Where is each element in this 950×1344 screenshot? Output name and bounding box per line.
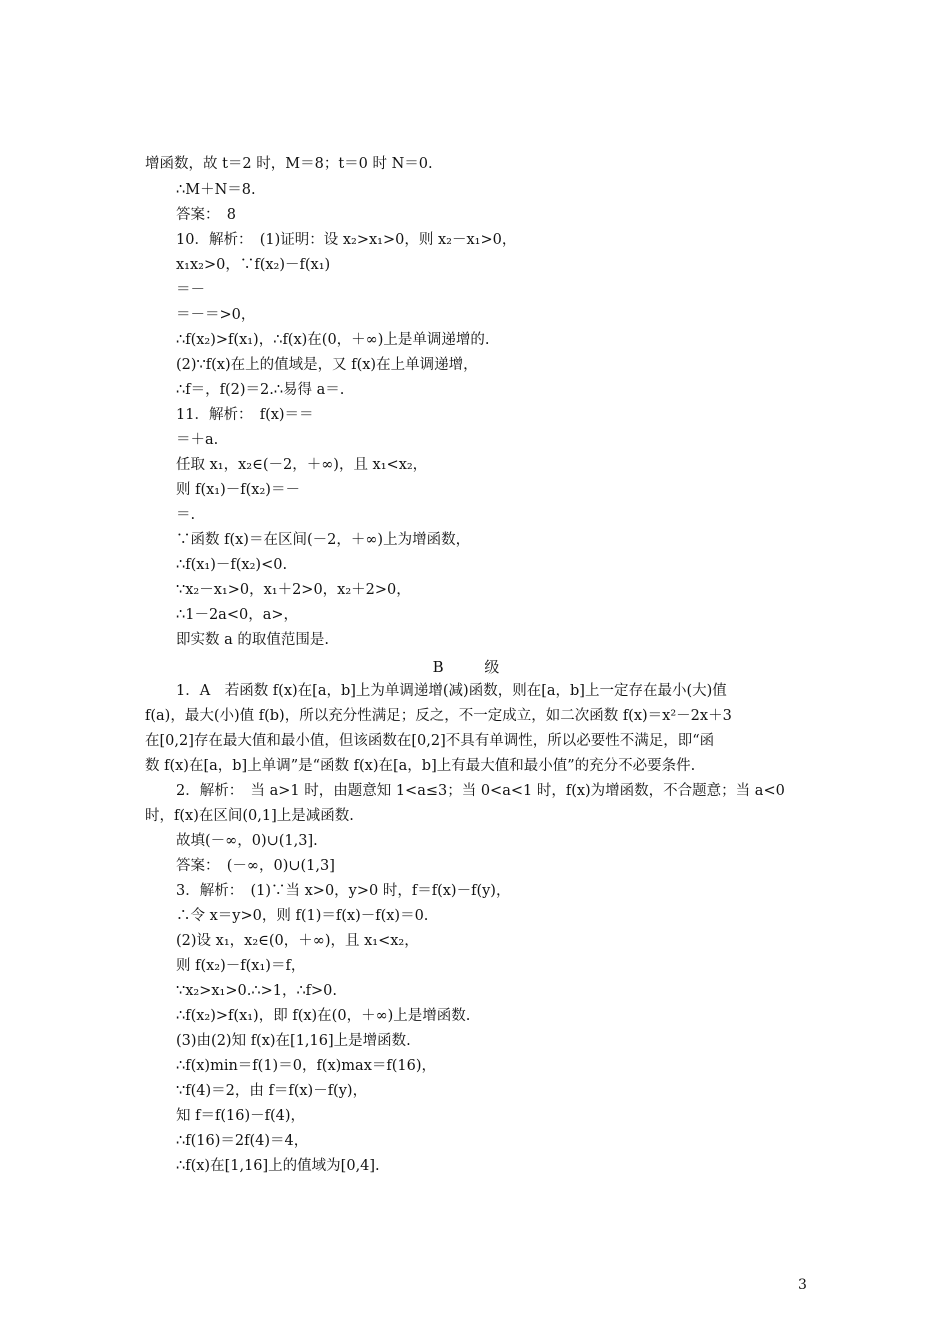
text-line: x₁x₂>0，∵f(x₂)－f(x₁) [176, 257, 331, 273]
text-line: 则 f(x₂)－f(x₁)＝f， [176, 958, 306, 974]
text-line: ∴f(x₂)>f(x₁)，∴f(x)在(0，＋∞)上是单调递增的. [176, 332, 490, 348]
text-line: ∴f＝，f(2)＝2.∴易得 a＝. [176, 382, 345, 398]
text-line: 故填(－∞，0)∪(1,3]. [176, 833, 318, 849]
page-number: 3 [798, 1277, 807, 1293]
text-line: (2)∵f(x)在上的值域是，又 f(x)在上单调递增， [176, 357, 478, 373]
text-line: ∴令 x＝y>0，则 f(1)＝f(x)－f(x)＝0. [176, 908, 429, 924]
section-heading: B 级 [432, 658, 518, 676]
text-line: (2)设 x₁，x₂∈(0，＋∞)，且 x₁<x₂， [176, 933, 419, 949]
text-line: ∴M＋N＝8. [176, 182, 256, 198]
text-line: ＝. [176, 507, 196, 523]
text-line: ＝＋a. [176, 432, 219, 448]
text-line: 知 f＝f(16)－f(4)， [176, 1108, 306, 1124]
text-line: 在[0,2]存在最大值和最小值，但该函数在[0,2]不具有单调性，所以必要性不满足，即“函 [145, 733, 715, 749]
text-line: ＝－ [176, 282, 205, 298]
text-line: 时，f(x)在区间(0,1]上是减函数. [145, 808, 354, 824]
text-line: 3．解析： (1)∵当 x>0，y>0 时，f＝f(x)－f(y)， [176, 883, 511, 899]
text-line: 10．解析： (1)证明：设 x₂>x₁>0，则 x₂－x₁>0， [176, 232, 517, 248]
text-line: ＝－＝>0， [176, 307, 256, 323]
text-line: ∵x₂>x₁>0.∴>1，∴f>0. [176, 983, 338, 999]
text-line: ∴f(16)＝2f(4)＝4， [176, 1133, 309, 1149]
text-line: ∴f(x)在[1,16]上的值域为[0,4]. [176, 1158, 380, 1174]
text-line: (3)由(2)知 f(x)在[1,16]上是增函数. [176, 1033, 411, 1049]
text-line: 增函数，故 t＝2 时，M＝8；t＝0 时 N＝0. [145, 156, 433, 172]
text-line: 即实数 a 的取值范围是. [176, 632, 329, 648]
text-line: 则 f(x₁)－f(x₂)＝－ [176, 482, 300, 498]
text-line: 2．解析： 当 a>1 时，由题意知 1<a≤3；当 0<a<1 时，f(x)为增函数，不合题意；当 a<0 [176, 783, 785, 799]
text-line: ∵函数 f(x)＝在区间(－2，＋∞)上为增函数， [176, 532, 471, 548]
text-line: ∵f(4)＝2，由 f＝f(x)－f(y)， [176, 1083, 368, 1099]
text-line: 1．A 若函数 f(x)在[a，b]上为单调递增(减)函数，则在[a，b]上一定存在最小(大)值 [176, 683, 727, 699]
text-line: 答案： (－∞，0)∪(1,3] [176, 858, 335, 874]
text-line: ∴f(x)min＝f(1)＝0，f(x)max＝f(16)， [176, 1058, 437, 1074]
text-line: 数 f(x)在[a，b]上单调”是“函数 f(x)在[a，b]上有最大值和最小值”的充分不必要条件. [145, 758, 696, 774]
text-line: ∴1－2a<0，a>， [176, 607, 298, 623]
text-line: 任取 x₁，x₂∈(－2，＋∞)，且 x₁<x₂， [176, 457, 428, 473]
text-line: 11．解析： f(x)＝＝ [176, 407, 314, 423]
text-line: 答案： 8 [176, 207, 236, 223]
text-line: f(a)，最大(小)值 f(b)，所以充分性满足；反之，不一定成立，如二次函数 f(x)＝x²－2x＋3 [145, 708, 732, 724]
text-line: ∴f(x₂)>f(x₁)，即 f(x)在(0，＋∞)上是增函数. [176, 1008, 471, 1024]
text-line: ∴f(x₁)－f(x₂)<0. [176, 557, 288, 573]
text-line: ∵x₂－x₁>0，x₁＋2>0，x₂＋2>0， [176, 582, 411, 598]
